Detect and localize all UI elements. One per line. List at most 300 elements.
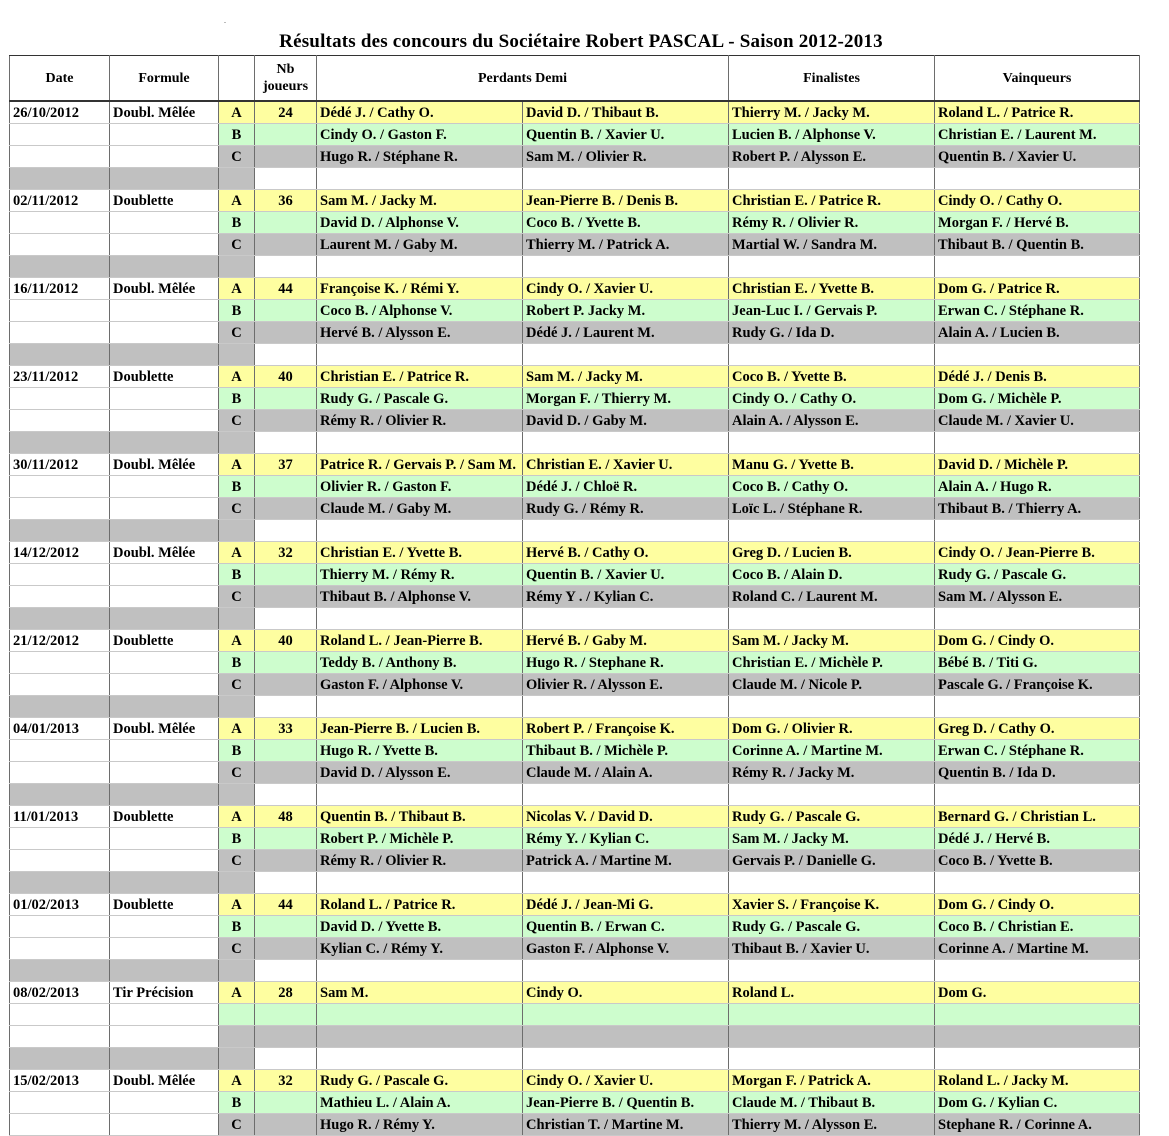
separator-cell (935, 784, 1140, 806)
finaliste-cell: Thierry M. / Alysson E. (729, 1114, 935, 1136)
vainqueur-cell (935, 1026, 1140, 1048)
separator-cell (219, 608, 255, 630)
nb-joueurs-cell (255, 850, 317, 872)
vainqueur-cell: Dédé J. / Hervé B. (935, 828, 1140, 850)
perdant-demi-2-cell: David D. / Gaby M. (523, 410, 729, 432)
finaliste-cell: Loïc L. / Stéphane R. (729, 498, 935, 520)
separator-cell (317, 608, 523, 630)
separator-cell (729, 432, 935, 454)
formule-cell: Doubl. Mêlée (110, 101, 219, 124)
group-cell: B (219, 212, 255, 234)
finaliste-cell (729, 1004, 935, 1026)
separator-cell (10, 432, 110, 454)
date-cell (10, 300, 110, 322)
nb-joueurs-cell (255, 1114, 317, 1136)
separator-cell (317, 696, 523, 718)
result-row (10, 101, 1140, 124)
separator-cell (10, 784, 110, 806)
formule-cell (110, 1026, 219, 1048)
perdant-demi-1-cell: Gaston F. / Alphonse V. (317, 674, 523, 696)
perdant-demi-2-cell: Cindy O. / Xavier U. (523, 1070, 729, 1092)
group-cell: A (219, 101, 255, 124)
col-header-vainqueurs: Vainqueurs (935, 56, 1140, 102)
separator-cell (219, 1048, 255, 1070)
nb-joueurs-cell (255, 1026, 317, 1048)
result-row (10, 234, 1140, 256)
vainqueur-cell: Cindy O. / Jean-Pierre B. (935, 542, 1140, 564)
formule-cell (110, 762, 219, 784)
vainqueur-cell: Pascale G. / Françoise K. (935, 674, 1140, 696)
results-body (10, 101, 1140, 1136)
perdant-demi-1-cell: Roland L. / Patrice R. (317, 894, 523, 916)
result-row (10, 652, 1140, 674)
result-row (10, 1026, 1140, 1048)
perdant-demi-1-cell: Mathieu L. / Alain A. (317, 1092, 523, 1114)
perdant-demi-1-cell: David D. / Alphonse V. (317, 212, 523, 234)
perdant-demi-1-cell: Hugo R. / Yvette B. (317, 740, 523, 762)
perdant-demi-2-cell: Christian E. / Xavier U. (523, 454, 729, 476)
result-row (10, 410, 1140, 432)
group-cell (219, 1026, 255, 1048)
separator-cell (219, 960, 255, 982)
perdant-demi-1-cell: Olivier R. / Gaston F. (317, 476, 523, 498)
stray-mark (224, 22, 226, 23)
formule-cell (110, 212, 219, 234)
nb-joueurs-cell (255, 388, 317, 410)
perdant-demi-1-cell: Françoise K. / Rémi Y. (317, 278, 523, 300)
date-cell (10, 124, 110, 146)
separator-cell (219, 344, 255, 366)
group-cell: A (219, 278, 255, 300)
result-row (10, 718, 1140, 740)
finaliste-cell: Martial W. / Sandra M. (729, 234, 935, 256)
perdant-demi-2-cell: Hervé B. / Cathy O. (523, 542, 729, 564)
separator-cell (255, 784, 317, 806)
result-row (10, 828, 1140, 850)
nb-joueurs-cell (255, 124, 317, 146)
group-cell: B (219, 300, 255, 322)
separator-cell (255, 256, 317, 278)
nb-joueurs-cell: 32 (255, 542, 317, 564)
perdant-demi-1-cell: Patrice R. / Gervais P. / Sam M. (317, 454, 523, 476)
vainqueur-cell: Erwan C. / Stéphane R. (935, 300, 1140, 322)
group-cell: B (219, 828, 255, 850)
separator-cell (219, 872, 255, 894)
result-row (10, 124, 1140, 146)
formule-cell: Doublette (110, 366, 219, 388)
result-row (10, 564, 1140, 586)
separator-cell (10, 344, 110, 366)
separator-cell (729, 784, 935, 806)
group-cell: C (219, 850, 255, 872)
separator-cell (729, 608, 935, 630)
perdant-demi-1-cell: David D. / Alysson E. (317, 762, 523, 784)
result-row (10, 1092, 1140, 1114)
separator-row (10, 344, 1140, 366)
col-header-date: Date (10, 56, 110, 102)
vainqueur-cell: Greg D. / Cathy O. (935, 718, 1140, 740)
separator-row (10, 784, 1140, 806)
separator-cell (317, 432, 523, 454)
perdant-demi-2-cell: Cindy O. / Xavier U. (523, 278, 729, 300)
date-cell (10, 1114, 110, 1136)
vainqueur-cell: Dom G. / Patrice R. (935, 278, 1140, 300)
separator-cell (10, 256, 110, 278)
separator-cell (523, 432, 729, 454)
separator-cell (729, 1048, 935, 1070)
finaliste-cell: Rudy G. / Ida D. (729, 322, 935, 344)
formule-cell (110, 938, 219, 960)
separator-cell (317, 960, 523, 982)
separator-cell (219, 256, 255, 278)
separator-cell (10, 168, 110, 190)
nb-joueurs-cell (255, 674, 317, 696)
separator-cell (255, 960, 317, 982)
result-row (10, 322, 1140, 344)
vainqueur-cell: Cindy O. / Cathy O. (935, 190, 1140, 212)
separator-row (10, 608, 1140, 630)
col-header-nb-joueurs (255, 56, 317, 102)
result-row (10, 586, 1140, 608)
col-header-formule: Formule (110, 56, 219, 102)
nb-joueurs-cell (255, 762, 317, 784)
perdant-demi-1-cell: David D. / Yvette B. (317, 916, 523, 938)
group-cell: B (219, 916, 255, 938)
separator-cell (523, 344, 729, 366)
vainqueur-cell: Thibaut B. / Thierry A. (935, 498, 1140, 520)
nb-joueurs-cell (255, 564, 317, 586)
vainqueur-cell (935, 1004, 1140, 1026)
date-cell: 11/01/2013 (10, 806, 110, 828)
col-header-perdants-demi: Perdants Demi (317, 56, 729, 102)
formule-cell: Doubl. Mêlée (110, 718, 219, 740)
separator-cell (317, 256, 523, 278)
group-cell: B (219, 476, 255, 498)
perdant-demi-1-cell: Rémy R. / Olivier R. (317, 850, 523, 872)
finaliste-cell: Xavier S. / Françoise K. (729, 894, 935, 916)
date-cell: 16/11/2012 (10, 278, 110, 300)
result-row (10, 850, 1140, 872)
perdant-demi-2-cell: Dédé J. / Jean-Mi G. (523, 894, 729, 916)
separator-cell (110, 784, 219, 806)
separator-cell (317, 784, 523, 806)
perdant-demi-2-cell: Quentin B. / Xavier U. (523, 124, 729, 146)
perdant-demi-2-cell: Jean-Pierre B. / Quentin B. (523, 1092, 729, 1114)
result-row (10, 806, 1140, 828)
perdant-demi-2-cell (523, 1004, 729, 1026)
separator-cell (317, 872, 523, 894)
group-cell: A (219, 806, 255, 828)
perdant-demi-1-cell: Christian E. / Patrice R. (317, 366, 523, 388)
result-row (10, 1004, 1140, 1026)
perdant-demi-2-cell: Nicolas V. / David D. (523, 806, 729, 828)
finaliste-cell: Christian E. / Yvette B. (729, 278, 935, 300)
formule-cell: Doubl. Mêlée (110, 278, 219, 300)
formule-cell (110, 1114, 219, 1136)
perdant-demi-2-cell: Hervé B. / Gaby M. (523, 630, 729, 652)
separator-cell (935, 520, 1140, 542)
result-row (10, 476, 1140, 498)
perdant-demi-2-cell: Thibaut B. / Michèle P. (523, 740, 729, 762)
group-cell: C (219, 498, 255, 520)
formule-cell: Doubl. Mêlée (110, 454, 219, 476)
finaliste-cell: Claude M. / Thibaut B. (729, 1092, 935, 1114)
perdant-demi-2-cell: Rudy G. / Rémy R. (523, 498, 729, 520)
result-row (10, 498, 1140, 520)
formule-cell (110, 586, 219, 608)
perdant-demi-1-cell: Claude M. / Gaby M. (317, 498, 523, 520)
separator-cell (523, 696, 729, 718)
separator-cell (255, 432, 317, 454)
formule-cell: Doublette (110, 630, 219, 652)
separator-cell (219, 696, 255, 718)
result-row (10, 146, 1140, 168)
separator-cell (110, 256, 219, 278)
formule-cell (110, 410, 219, 432)
result-row (10, 674, 1140, 696)
nb-joueurs-cell: 32 (255, 1070, 317, 1092)
date-cell: 04/01/2013 (10, 718, 110, 740)
formule-cell (110, 1004, 219, 1026)
separator-cell (110, 608, 219, 630)
separator-cell (729, 344, 935, 366)
vainqueur-cell: Alain A. / Lucien B. (935, 322, 1140, 344)
finaliste-cell: Rudy G. / Pascale G. (729, 806, 935, 828)
date-cell: 14/12/2012 (10, 542, 110, 564)
finaliste-cell: Corinne A. / Martine M. (729, 740, 935, 762)
separator-cell (935, 344, 1140, 366)
nb-joueurs-cell (255, 300, 317, 322)
formule-cell (110, 388, 219, 410)
group-cell: B (219, 124, 255, 146)
formule-cell (110, 674, 219, 696)
perdant-demi-2-cell: Christian T. / Martine M. (523, 1114, 729, 1136)
perdant-demi-2-cell: Thierry M. / Patrick A. (523, 234, 729, 256)
group-cell: C (219, 322, 255, 344)
separator-cell (935, 168, 1140, 190)
separator-row (10, 1048, 1140, 1070)
separator-cell (110, 872, 219, 894)
header-row (10, 56, 1140, 102)
separator-cell (219, 168, 255, 190)
nb-joueurs-cell (255, 652, 317, 674)
nb-joueurs-cell: 44 (255, 278, 317, 300)
finaliste-cell: Rudy G. / Pascale G. (729, 916, 935, 938)
finaliste-cell: Thibaut B. / Xavier U. (729, 938, 935, 960)
formule-cell (110, 652, 219, 674)
separator-cell (110, 432, 219, 454)
result-row (10, 212, 1140, 234)
formule-cell: Tir Précision (110, 982, 219, 1004)
perdant-demi-1-cell: Roland L. / Jean-Pierre B. (317, 630, 523, 652)
vainqueur-cell: Roland L. / Patrice R. (935, 101, 1140, 124)
perdant-demi-2-cell: Jean-Pierre B. / Denis B. (523, 190, 729, 212)
vainqueur-cell: Thibaut B. / Quentin B. (935, 234, 1140, 256)
perdant-demi-2-cell: Olivier R. / Alysson E. (523, 674, 729, 696)
result-row (10, 278, 1140, 300)
separator-cell (523, 784, 729, 806)
formule-cell: Doubl. Mêlée (110, 1070, 219, 1092)
date-cell (10, 146, 110, 168)
result-row (10, 740, 1140, 762)
vainqueur-cell: Corinne A. / Martine M. (935, 938, 1140, 960)
finaliste-cell: Cindy O. / Cathy O. (729, 388, 935, 410)
finaliste-cell: Rémy R. / Jacky M. (729, 762, 935, 784)
finaliste-cell: Jean-Luc I. / Gervais P. (729, 300, 935, 322)
finaliste-cell: Roland L. (729, 982, 935, 1004)
formule-cell (110, 564, 219, 586)
perdant-demi-1-cell: Laurent M. / Gaby M. (317, 234, 523, 256)
result-row (10, 1114, 1140, 1136)
finaliste-cell: Roland C. / Laurent M. (729, 586, 935, 608)
perdant-demi-1-cell: Teddy B. / Anthony B. (317, 652, 523, 674)
vainqueur-cell: Rudy G. / Pascale G. (935, 564, 1140, 586)
separator-cell (523, 960, 729, 982)
group-cell: A (219, 454, 255, 476)
date-cell: 30/11/2012 (10, 454, 110, 476)
date-cell (10, 1092, 110, 1114)
separator-row (10, 432, 1140, 454)
perdant-demi-2-cell: Rémy Y . / Kylian C. (523, 586, 729, 608)
perdant-demi-1-cell: Hervé B. / Alysson E. (317, 322, 523, 344)
nb-joueurs-cell (255, 586, 317, 608)
separator-row (10, 696, 1140, 718)
perdant-demi-2-cell: Hugo R. / Stephane R. (523, 652, 729, 674)
result-row (10, 542, 1140, 564)
group-cell: C (219, 410, 255, 432)
separator-row (10, 256, 1140, 278)
nb-joueurs-cell (255, 938, 317, 960)
separator-cell (935, 696, 1140, 718)
result-row (10, 916, 1140, 938)
col-header-group (219, 56, 255, 102)
finaliste-cell: Robert P. / Alysson E. (729, 146, 935, 168)
perdant-demi-2-cell: Sam M. / Jacky M. (523, 366, 729, 388)
finaliste-cell: Lucien B. / Alphonse V. (729, 124, 935, 146)
nb-joueurs-cell: 48 (255, 806, 317, 828)
perdant-demi-2-cell: Quentin B. / Erwan C. (523, 916, 729, 938)
perdant-demi-1-cell: Rudy G. / Pascale G. (317, 388, 523, 410)
perdant-demi-2-cell: Claude M. / Alain A. (523, 762, 729, 784)
formule-cell: Doublette (110, 190, 219, 212)
separator-row (10, 960, 1140, 982)
group-cell: A (219, 982, 255, 1004)
perdant-demi-2-cell: Sam M. / Olivier R. (523, 146, 729, 168)
perdant-demi-1-cell: Kylian C. / Rémy Y. (317, 938, 523, 960)
perdant-demi-1-cell: Robert P. / Michèle P. (317, 828, 523, 850)
separator-cell (10, 960, 110, 982)
date-cell (10, 938, 110, 960)
separator-cell (523, 608, 729, 630)
nb-joueurs-cell: 24 (255, 101, 317, 124)
nb-joueurs-cell (255, 916, 317, 938)
nb-joueurs-cell: 33 (255, 718, 317, 740)
group-cell: C (219, 1114, 255, 1136)
formule-cell (110, 322, 219, 344)
nb-joueurs-cell (255, 1004, 317, 1026)
result-row (10, 190, 1140, 212)
col-header-joueurs: joueurs (262, 79, 309, 94)
separator-cell (317, 168, 523, 190)
vainqueur-cell: Dom G. (935, 982, 1140, 1004)
vainqueur-cell: Dom G. / Cindy O. (935, 894, 1140, 916)
date-cell (10, 212, 110, 234)
group-cell: C (219, 674, 255, 696)
vainqueur-cell: Sam M. / Alysson E. (935, 586, 1140, 608)
formule-cell (110, 498, 219, 520)
date-cell (10, 322, 110, 344)
group-cell: C (219, 234, 255, 256)
result-row (10, 300, 1140, 322)
vainqueur-cell: Quentin B. / Ida D. (935, 762, 1140, 784)
results-table (9, 55, 1140, 1136)
date-cell (10, 740, 110, 762)
group-cell: B (219, 652, 255, 674)
formule-cell (110, 916, 219, 938)
finaliste-cell: Claude M. / Nicole P. (729, 674, 935, 696)
perdant-demi-1-cell: Quentin B. / Thibaut B. (317, 806, 523, 828)
group-cell: B (219, 388, 255, 410)
nb-joueurs-cell: 28 (255, 982, 317, 1004)
group-cell: A (219, 542, 255, 564)
separator-cell (317, 520, 523, 542)
separator-cell (729, 960, 935, 982)
group-cell: B (219, 740, 255, 762)
separator-cell (110, 168, 219, 190)
finaliste-cell: Alain A. / Alysson E. (729, 410, 935, 432)
result-row (10, 982, 1140, 1004)
separator-cell (10, 872, 110, 894)
separator-cell (110, 960, 219, 982)
separator-cell (935, 960, 1140, 982)
date-cell (10, 850, 110, 872)
vainqueur-cell: Dom G. / Michèle P. (935, 388, 1140, 410)
nb-joueurs-cell (255, 498, 317, 520)
formule-cell (110, 124, 219, 146)
vainqueur-cell: Coco B. / Christian E. (935, 916, 1140, 938)
nb-joueurs-cell: 40 (255, 366, 317, 388)
separator-cell (729, 872, 935, 894)
date-cell (10, 586, 110, 608)
nb-joueurs-cell: 44 (255, 894, 317, 916)
formule-cell (110, 146, 219, 168)
separator-cell (935, 256, 1140, 278)
date-cell (10, 388, 110, 410)
finaliste-cell: Rémy R. / Olivier R. (729, 212, 935, 234)
date-cell (10, 828, 110, 850)
vainqueur-cell: Dom G. / Cindy O. (935, 630, 1140, 652)
result-row (10, 1070, 1140, 1092)
perdant-demi-1-cell: Hugo R. / Stéphane R. (317, 146, 523, 168)
group-cell: C (219, 146, 255, 168)
group-cell: C (219, 938, 255, 960)
vainqueur-cell: Bébé B. / Titi G. (935, 652, 1140, 674)
date-cell: 01/02/2013 (10, 894, 110, 916)
col-header-finalistes: Finalistes (729, 56, 935, 102)
date-cell (10, 762, 110, 784)
separator-row (10, 872, 1140, 894)
group-cell: B (219, 564, 255, 586)
nb-joueurs-cell (255, 146, 317, 168)
nb-joueurs-cell (255, 1092, 317, 1114)
vainqueur-cell: Claude M. / Xavier U. (935, 410, 1140, 432)
group-cell (219, 1004, 255, 1026)
finaliste-cell: Christian E. / Patrice R. (729, 190, 935, 212)
finaliste-cell: Dom G. / Olivier R. (729, 718, 935, 740)
perdant-demi-1-cell (317, 1004, 523, 1026)
nb-joueurs-cell (255, 322, 317, 344)
finaliste-cell: Manu G. / Yvette B. (729, 454, 935, 476)
